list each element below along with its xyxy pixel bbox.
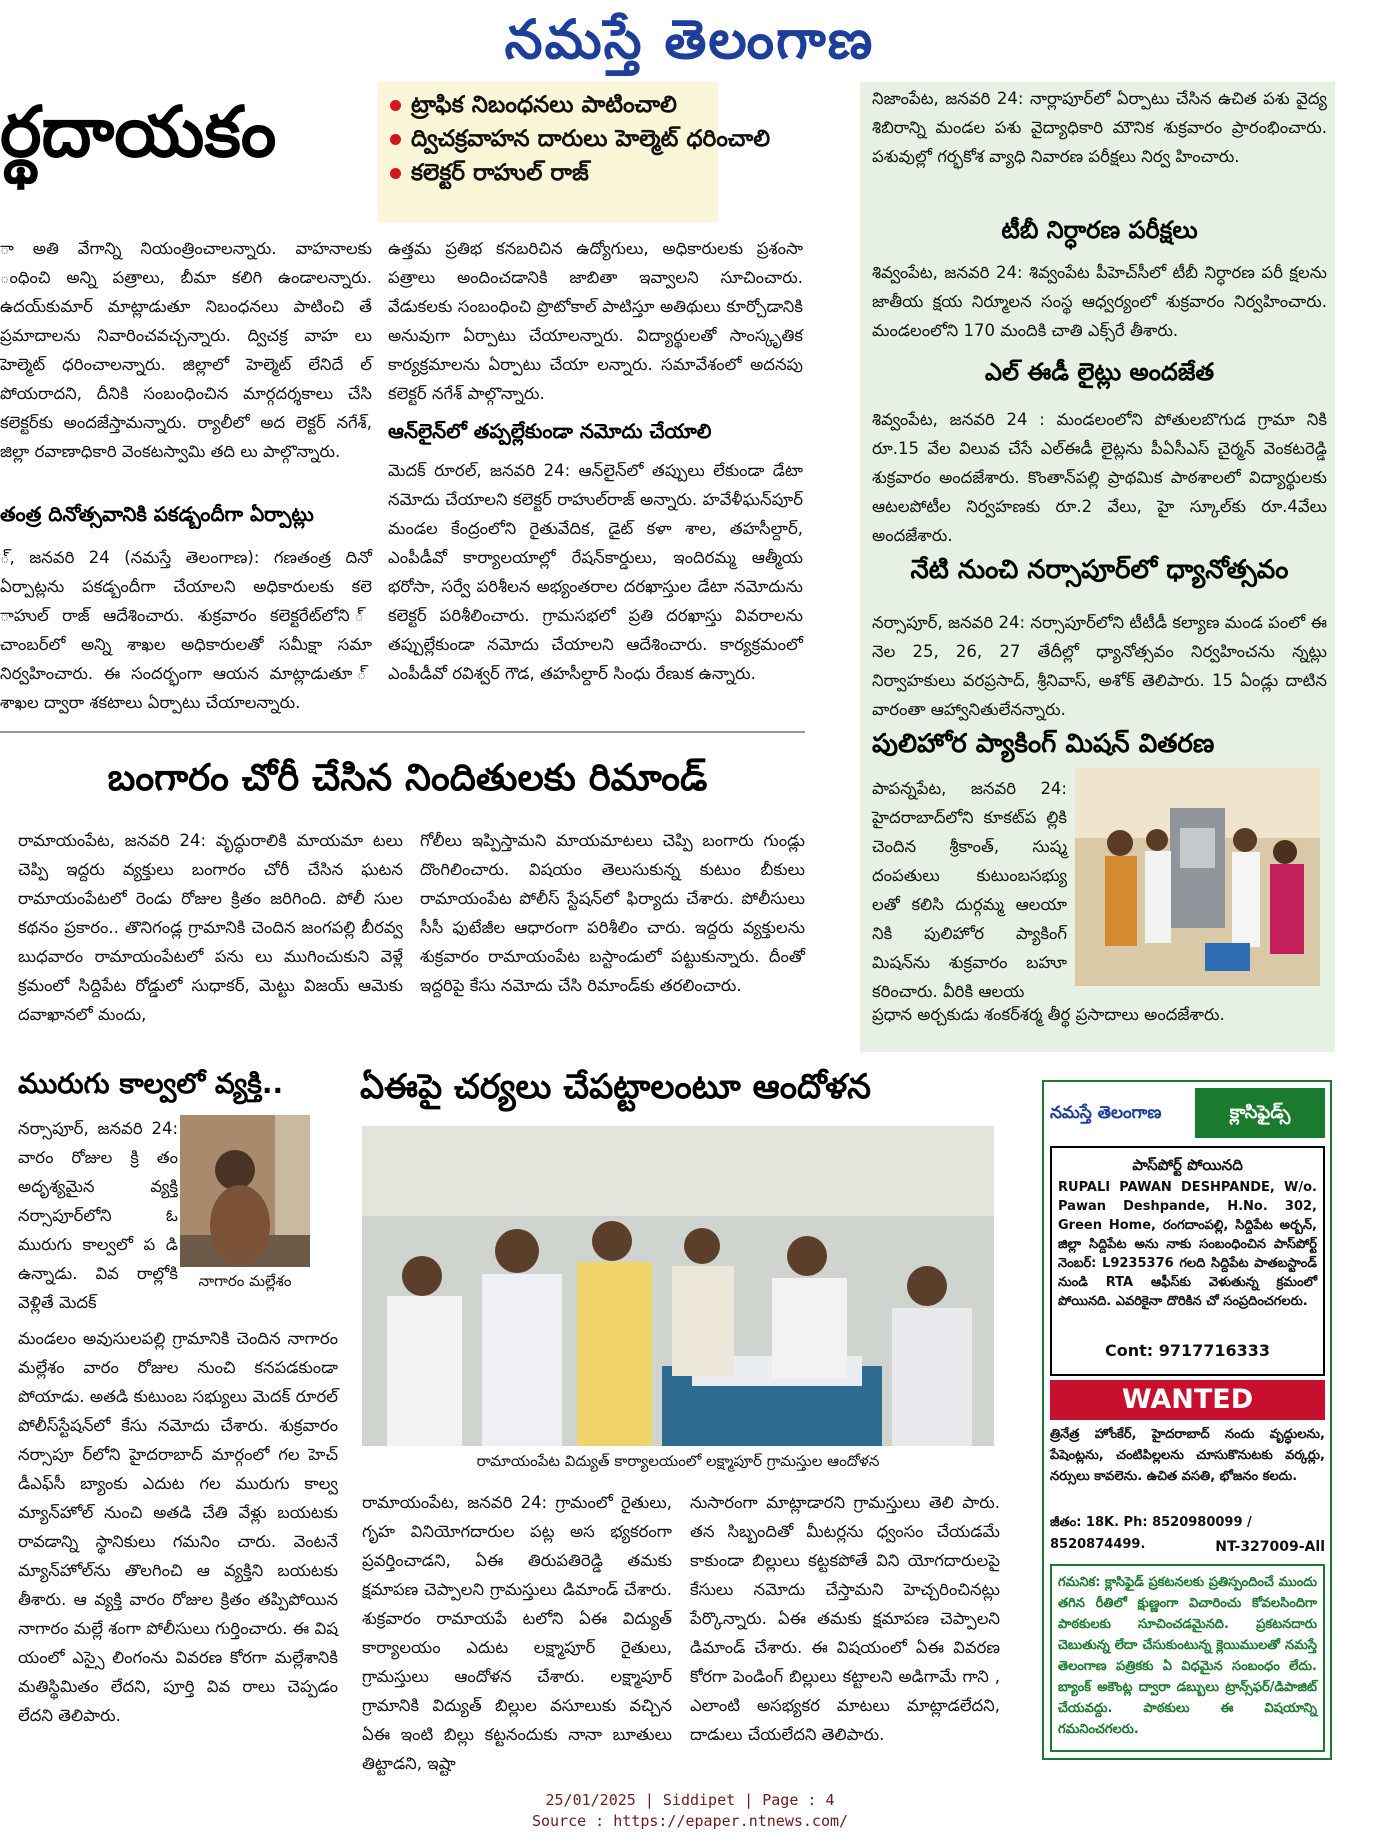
masthead-title: నమస్తే తెలంగాణ (504, 7, 875, 71)
lead-bullet-3: కలెక్టర్ రాహుల్ రాజ్ (390, 156, 706, 190)
republic-text: ్, జనవరి 24 (నమస్తే తెలంగాణ): గణతంత్ర దినో ఏర్పాట్లను పకడ్బందీగా చేయాలని అధికారులకు కలె ాహుల్ రాజ్ ఆదేశించారు. శుక్రవారం కలెక్టరేట్‌లోని ్ చాంబర్‌లో అన్ని శాఖల అధికారులతో సమీక్షా సమా నిర్వహించారు. ఈ సందర్భంగా ఆయన మాట్లాడుతూ ్ శాఖల ద్వారా శకటాలు ఏర్పాటు చేయాలన్నారు. (0, 548, 372, 712)
classifieds-brand: నమస్తే తెలంగాణ (1050, 1103, 1162, 1123)
gold-column-1: రామాయంపేట, జనవరి 24: వృద్ధురాలికి మాయమా టలు చెప్పి ఇద్దరు వ్యక్తులు బంగారం చోరీ చేసిన ఘటన రామాయంపేటలో రెండు రోజుల క్రితం జరిగింది. పోలీ సుల కథనం ప్రకారం.. తొనిగండ్ల గ్రామానికి చెందిన జంగపల్లి బీరవ్వ బుధవారం రామాయంపేటలో పను లు ముగించుకుని వెళ్లే క్రమంలో సిద్దిపేట రోడ్డులో సుధాకర్, మెట్టు విజయ్ ఆమెకు దవాఖానలో మందు, (18, 831, 403, 1024)
temple-machine-photo (1075, 768, 1320, 986)
wanted-text: త్రినేత్ర హోంకేర్, హైదరాబాద్ నందు వృద్ధులను, పేషెంట్లను, చంటిపిల్లలను చూసుకొనుటకు వర్కర్లు, నర్సులు కావలెను. ఉచిత వసతి, భోజనం కలదు. (1050, 1427, 1325, 1484)
bullet-dot-icon (390, 168, 401, 179)
bullet-dot-icon (390, 134, 401, 145)
drain-headline: మురుగు కాల్వలో వ్యక్తి.. (18, 1067, 284, 1100)
led-headline: ఎల్ ఈడీ లైట్లు అందజేత (984, 358, 1215, 386)
ae-protest-caption: రామాయంపేట విద్యుత్ కార్యాలయంలో లక్ష్మాపూర్ గ్రామస్తుల ఆందోళన (362, 1446, 994, 1476)
footer-source-line: Source : https://epaper.ntnews.com/ (531, 1812, 849, 1830)
drain-text: మండలం అవుసులపల్లి గ్రామానికి చెందిన నాగారం మల్లేశం వారం రోజుల నుంచి కనపడకుండా పోయాడు. అతడి కుటుంబ సభ్యులు మెదక్ రూరల్ పోలీస్‌స్టేషన్‌లో కేసు నమోదు చేశారు. శుక్రవారం నర్సాపూ ర్‌లోని హైదరాబాద్ మార్గంలో గల హెచ్ డీఎఫ్‌సీ బ్యాంకు ఎదుట గల మురుగు కాల్వ మ్యాన్‌హోల్ నుంచి అతడి చేతి వేళ్లు బయటకు రావడాన్ని స్థానికులు గమనిం చారు. వెంటనే మ్యాన్‌హోల్‌ను తొలగించి ఆ వ్యక్తిని బయటకు తీశారు. ఆ వ్యక్తి వారం రోజుల క్రితం తప్పిపోయిన నాగారం మల్లే శంగా పోలీసులు గుర్తించారు. ఈ విష యంలో ఎస్సై లింగంను వివరణ కోరగా మల్లేశానికి మతిస్థిమితం లేదని, పూర్తి వివ రాలు చెప్పడం లేదని తెలిపారు. (18, 1329, 338, 1725)
classifieds-notice: గమనిక: క్లాసిఫైడ్ ప్రకటనలకు ప్రతిస్పందించే ముందు తగిన రీతిలో క్షుణ్ణంగా విచారించు కోవలసిందిగా పాఠకులకు సూచించడమైనది. ప్రకటనదారు చెబుతున్న లేదా చేసుకుంటున్న క్లెయిములతో నమస్తే తెలంగాణ పత్రికకు ఏ విధమైన సంబంధం లేదు. బ్యాంక్ అకౌంట్ల ద్వారా డబ్బులు ట్రాన్స్‌ఫర్/డిపాజిట్ చేయవద్దు. పాఠకులు ఈ విషయాన్ని గమనించగలరు. (1050, 1564, 1325, 1752)
lead-bullet-box (378, 82, 771, 222)
footer-date-line: 25/01/2025 | Siddipet | Page : 4 (545, 1791, 835, 1809)
right-intro-text: నిజాంపేట, జనవరి 24: నార్లాపూర్‌లో ఏర్పాటు చేసిన ఉచిత పశు వైద్య శిబిరాన్ని మండల పశు వైద్యాధికారి మౌనిక శుక్రవారం ప్రారంభించారు. పశువుల్లో గర్భకోశ వ్యాధి నివారణ పరీక్షలు నిర్వ హించారు. (872, 89, 1327, 166)
gold-column-2: గోలీలు ఇప్పిస్తామని మాయమాటలు చెప్పి బంగారు గుండ్లు దొంగిలించారు. విషయం తెలుసుకున్న కుటుం బీకులు రామాయంపేట పోలీస్ స్టేషన్‌లో ఫిర్యాదు చేశారు. పోలీసులు సీసీ ఫుటేజీల ఆధారంగా పరిశీలిం చారు. ఇద్దరు వ్యక్తులను శుక్రవారం రామాయంపేట బస్టాండులో పట్టుకున్నారు. దీంతో ఇద్దరిపై కేసు నమోదు చేసి రిమాండ్‌కు తరలించారు. (420, 831, 805, 995)
pulihora-text: పాపన్నపేట, జనవరి 24: హైదరాబాద్‌లోని కూకట్‌ప ల్లికి చెందిన శ్రీకాంత్, సుష్మ దంపతులు కుటుంబసభ్యు లతో కలిసి దుర్గమ్మ ఆలయా నికి పులిహోర ప్యాకింగ్ మిషన్‌ను శుక్రవారం బహూ కరించారు. వీరికి ఆలయ (872, 779, 1067, 1001)
ae-headline: ఏఈపై చర్యలు చేపట్టాలంటూ ఆందోళన (360, 1067, 872, 1107)
temple-machine-photo-image (1075, 768, 1320, 986)
divider-rule (0, 731, 805, 733)
online-headline: ఆన్‌లైన్‌లో తప్పల్లేకుండా నమోదు చేయాలి (388, 419, 712, 443)
meditation-text: నర్సాపూర్, జనవరి 24: నర్సాపూర్‌లోని టీటీడీ కల్యాణ మండ పంలో ఈ నెల 25, 26, 27 తేదీల్లో ధ్యానోత్సవం నిర్వహించను న్నట్లు నిర్వాహకులు వరప్రసాద్, శ్రీనివాస్, అశోక్ తెలిపారు. 15 ఏండ్లు దాటిన వారంతా ఆహ్వానితులేనన్నారు. (872, 613, 1327, 719)
pulihora-text-tail: ప్రధాన అర్చకుడు శంకర్‌శర్మ తీర్థ ప్రసాదాలు అందజేశారు. (872, 1005, 1225, 1024)
drain-text-top: నర్సాపూర్, జనవరి 24: వారం రోజుల క్రి తం అదృశ్యమైన వ్యక్తి నర్సాపూర్‌లోని ఓ మురుగు కాల్వలో ప డి ఉన్నాడు. వివ రాల్లోకి వెళ్లితే మెదక్ (18, 1119, 178, 1312)
ae-column-1: రామాయంపేట, జనవరి 24: గ్రామంలో రైతులు, గృహ వినియోగదారుల పట్ల అస భ్యకరంగా ప్రవర్తించాడని, ఏఈ తిరుపతిరెడ్డి తమకు క్షమాపణ చెప్పాలని గ్రామస్తులు డిమాండ్ చేశారు. శుక్రవారం రామాయపే టలోని ఏఈ విద్యుత్ కార్యాలయం ఎదుట లక్ష్మాపూర్ రైతులు, గ్రామస్తులు ఆందోళన చేశారు. లక్ష్మాపూర్ గ్రామానికి విద్యుత్ బిల్లుల వసూలుకు వచ్చిన ఏఈ ఇంటి బిల్లు కట్టనందుకు నానా బూతులు తిట్టాడని, ఇష్టా (362, 1493, 672, 1773)
republic-headline: తంత్ర దినోత్సవానికి పకడ్బందీగా ఏర్పాట్లు (0, 502, 314, 526)
meditation-headline: నేటి నుంచి నర్సాపూర్‌లో ధ్యానోత్సవం (910, 555, 1289, 585)
tb-headline: టీబీ నిర్ధారణ పరీక్షలు (1001, 216, 1198, 244)
bullet-dot-icon (390, 100, 401, 111)
missing-man-caption: నాగారం మల్లేశం (180, 1267, 310, 1295)
led-text: శివ్వంపేట, జనవరి 24 : మండలంలోని పోతులబొగుడ గ్రామా నికి రూ.15 వేల విలువ చేసే ఎల్‌ఈడీ లైట్లను పీఏసీఎస్ చైర్మన్ వెంకటరెడ్డి శుక్రవారం అందజేశారు. కొంతాన్‌పల్లి ప్రాథమిక పాఠశాలలో విద్యార్థులకు ఆటలపోటీల నిర్వహణకు రూ.2 వేలు, హై స్కూల్‌కు రూ.4వేలు అందజేశారు. (872, 410, 1327, 545)
lead-column-2: ఉత్తమ ప్రతిభ కనబరిచిన ఉద్యోగులు, అధికారులకు ప్రశంసా పత్రాలు అందించడానికి జాబితా ఇవ్వాలని సూచించారు. వేడుకలకు సంబంధించి ప్రొటోకాల్ పాటిస్తూ అతిథులు కూర్చోడానికి అనువుగా ఏర్పాటు చేయాలన్నారు. విద్యార్థులతో సాంస్కృతిక కార్యక్రమాలను ఏర్పాటు చేయా లన్నారు. సమావేశంలో అదనపు కలెక్టర్ నగేశ్ పాల్గొన్నారు. (388, 239, 803, 403)
passport-ad (1050, 1146, 1325, 1376)
passport-ad-text: RUPALI PAWAN DESHPANDE, W/o. Pawan Deshpande, H.No. 302, Green Home, రంగదాంపల్లి, సిద్దిపేట అర్బన్, జిల్లా సిద్దిపేట అను నాకు సంబంధించిన పాస్‌పోర్ట్ నెంబర్: L9235376 గలది సిద్దిపేట పాతబస్టాండ్ నుండి RTA ఆఫీస్‌కు వెళుతున్న క్రమంలో పోయినది. ఎవరికైనా దొరికిన చో సంప్రదించగలరు. (1058, 1180, 1317, 1309)
lead-bullet-1: ట్రాఫిక నిబంధనలు పాటించాలి (390, 88, 706, 122)
classifieds-label: క్లాసిఫైడ్స్ (1195, 1088, 1325, 1138)
gold-headline: బంగారం చోరీ చేసిన నిందితులకు రిమాండ్ (107, 756, 708, 799)
masthead (0, 0, 1379, 78)
tb-text: శివ్వంపేట, జనవరి 24: శివ్వంపేట పీహెచ్‌సీలో టీబీ నిర్ధారణ పరీ క్షలను జాతీయ క్షయ నిర్మూలన సంస్థ ఆధ్వర్యంలో శుక్రవారం నిర్వహించారు. మండలంలోని 170 మందికి చాతి ఎక్స్‌రే తీశారు. (872, 263, 1327, 340)
ae-protest-photo (362, 1126, 994, 1446)
online-text: మెదక్ రూరల్, జనవరి 24: ఆన్‌లైన్‌లో తప్పులు లేకుండా డేటా నమోదు చేయాలని కలెక్టర్ రాహుల్‌రాజ్ అన్నారు. హవేళీఘన్‌పూర్ మండల కేంద్రంలోని రైతువేదిక, డైట్ కళా శాల, తహసీల్దార్, ఎంపీడీవో కార్యాలయాల్లో రేషన్‌కార్డులు, ఇందిరమ్మ ఆత్మీయ భరోసా, సర్వే పరిశీలన అభ్యంతరాల దరఖాస్తుల డేటా నమోదును కలెక్టర్ పరిశీలించారు. గ్రామసభలో ప్రతి దరఖాస్తు వివరాలను తప్పుల్లేకుండా నమోదు చేయాలని ఆదేశించారు. కార్యక్రమంలో ఎంపీడీవో రవిశ్వర్ గౌడ, తహసీల్దార్ సింధు రేణుక ఉన్నారు. (388, 461, 803, 683)
passport-ad-contact: Cont: 9717716333 (1104, 1341, 1271, 1360)
wanted-banner: WANTED (1050, 1380, 1325, 1420)
ae-column-2: నుసారంగా మాట్లాడారని గ్రామస్తులు తెలి పారు. తన సిబ్బందితో మీటర్లను ధ్వంసం చేయడమే కాకుండా బిల్లులు కట్టకపోతే విని యోగదారులపై కేసులు నమోదు చేస్తామని హెచ్చరించినట్లు పేర్కొన్నారు. ఏఈ తమకు క్షమాపణ చెప్పాలని డిమాండ్ చేశారు. ఈ విషయంలో ఏఈ వివరణ కోరగా పెండింగ్ బిల్లులు కట్టాలని అడిగామే గాని , ఎలాంటి అసభ్యకర మాటలు మాట్లాడలేదని, దాడులు చేయలేదని తెలిపారు. (690, 1493, 1000, 1744)
lead-column-1: ా అతి వేగాన్ని నియంత్రించాలన్నారు. వాహనాలకు ంధించి అన్ని పత్రాలు, బీమా కలిగి ఉండాలన్నారు. ఉదయ్‌కుమార్ మాట్లాడుతూ నిబంధనలు పాటించి తే ప్రమాదాలను నివారించవచ్చన్నారు. ద్విచక్ర వాహ లు హెల్మెట్ ధరించాలన్నారు. జిల్లాలో హెల్మెట్ లేనిదే ల్ పోయరాదని, దీనికి సంబంధించిన మార్గదర్శకాలు చేసి కలెక్టర్‌కు అందజేస్తామన్నారు. ర్యాలీలో అద లెక్టర్ నగేశ్, జిల్లా రవాణాధికారి వెంకటస్వామి తది లు పాల్గొన్నారు. (0, 239, 372, 461)
lead-headline: ర్థదాయకం (0, 90, 277, 173)
page-footer (400, 1790, 980, 1836)
ae-protest-photo-image (362, 1126, 994, 1446)
pulihora-headline: పులిహోర ప్యాకింగ్ మిషన్ వితరణ (872, 729, 1215, 759)
passport-ad-title: పాస్‌పోర్ట్ పోయినది (1132, 1156, 1243, 1174)
wanted-code: NT-327009-All (1215, 1539, 1325, 1555)
lead-bullet-2: ద్విచక్రవాహన దారులు హెల్మెట్ ధరించాలి (390, 122, 706, 156)
wanted-salary: జీతం: 18K. Ph: 8520980099 / 8520874499. (1050, 1515, 1252, 1552)
